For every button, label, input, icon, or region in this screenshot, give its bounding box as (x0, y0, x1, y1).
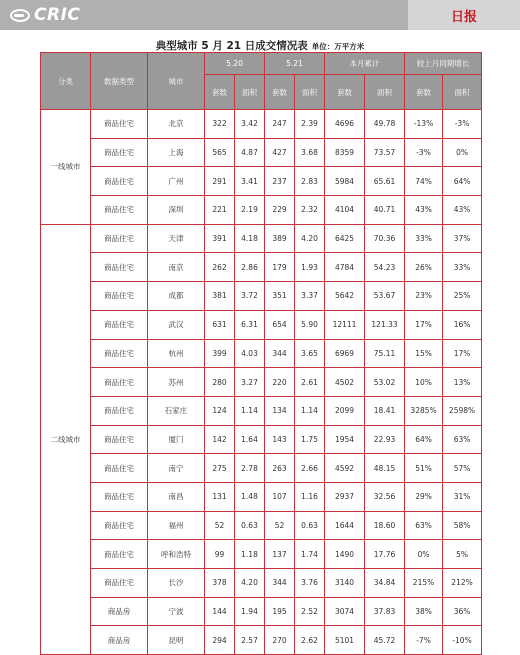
value-cell: 64% (405, 425, 443, 454)
value-cell: 1490 (325, 540, 365, 569)
data-type-cell: 商品住宅 (91, 224, 148, 253)
value-cell: 63% (405, 511, 443, 540)
value-cell: 1.74 (295, 540, 325, 569)
category-cell: 一线城市 (41, 110, 91, 225)
value-cell: 38% (405, 597, 443, 626)
subheader: 套数 (325, 75, 365, 110)
table-row (41, 626, 482, 655)
data-type-cell: 商品住宅 (91, 196, 148, 225)
table-row (41, 224, 482, 253)
header-data-type: 数据类型 (91, 53, 148, 110)
value-cell: 389 (265, 224, 295, 253)
value-cell: 29% (405, 482, 443, 511)
value-cell: 3.41 (235, 167, 265, 196)
value-cell: 54.23 (365, 253, 405, 282)
value-cell: 134 (265, 396, 295, 425)
value-cell: 121.33 (365, 310, 405, 339)
city-cell: 北京 (148, 110, 205, 139)
value-cell: 4.87 (235, 138, 265, 167)
value-cell: 344 (265, 569, 295, 598)
value-cell: 1.94 (235, 597, 265, 626)
value-cell: -13% (405, 110, 443, 139)
value-cell: 37.83 (365, 597, 405, 626)
value-cell: 1.14 (295, 396, 325, 425)
value-cell: -3% (405, 138, 443, 167)
data-type-cell: 商品住宅 (91, 540, 148, 569)
value-cell: 263 (265, 454, 295, 483)
value-cell: 16% (443, 310, 482, 339)
value-cell: 5% (443, 540, 482, 569)
value-cell: 2.39 (295, 110, 325, 139)
value-cell: 654 (265, 310, 295, 339)
value-cell: 57% (443, 454, 482, 483)
data-type-cell: 商品住宅 (91, 569, 148, 598)
value-cell: 212% (443, 569, 482, 598)
value-cell: 3074 (325, 597, 365, 626)
value-cell: 2.32 (295, 196, 325, 225)
city-cell: 石家庄 (148, 396, 205, 425)
value-cell: 1954 (325, 425, 365, 454)
value-cell: 1.14 (235, 396, 265, 425)
value-cell: 49.78 (365, 110, 405, 139)
value-cell: 0.63 (295, 511, 325, 540)
subheader: 套数 (205, 75, 235, 110)
data-type-cell: 商品住宅 (91, 253, 148, 282)
value-cell: 43% (443, 196, 482, 225)
data-type-cell: 商品住宅 (91, 282, 148, 311)
value-cell: 17% (443, 339, 482, 368)
value-cell: 631 (205, 310, 235, 339)
table-row (41, 597, 482, 626)
value-cell: 12111 (325, 310, 365, 339)
value-cell: 143 (265, 425, 295, 454)
value-cell: 33% (405, 224, 443, 253)
value-cell: 33% (443, 253, 482, 282)
value-cell: 220 (265, 368, 295, 397)
value-cell: 17.76 (365, 540, 405, 569)
value-cell: 275 (205, 454, 235, 483)
value-cell: 65.61 (365, 167, 405, 196)
value-cell: 1.64 (235, 425, 265, 454)
value-cell: 2.57 (235, 626, 265, 655)
value-cell: -3% (443, 110, 482, 139)
value-cell: 3.27 (235, 368, 265, 397)
value-cell: 3.42 (235, 110, 265, 139)
value-cell: 40.71 (365, 196, 405, 225)
value-cell: 6.31 (235, 310, 265, 339)
value-cell: 2.52 (295, 597, 325, 626)
data-type-cell: 商品住宅 (91, 167, 148, 196)
value-cell: 142 (205, 425, 235, 454)
value-cell: 427 (265, 138, 295, 167)
value-cell: 5642 (325, 282, 365, 311)
value-cell: 5101 (325, 626, 365, 655)
city-cell: 长沙 (148, 569, 205, 598)
value-cell: 2.61 (295, 368, 325, 397)
table-row (41, 511, 482, 540)
value-cell: 36% (443, 597, 482, 626)
data-type-cell: 商品住宅 (91, 482, 148, 511)
value-cell: 3.76 (295, 569, 325, 598)
value-cell: 229 (265, 196, 295, 225)
value-cell: 2598% (443, 396, 482, 425)
table-body (41, 110, 482, 655)
data-type-cell: 商品住宅 (91, 368, 148, 397)
value-cell: 2.83 (295, 167, 325, 196)
city-cell: 天津 (148, 224, 205, 253)
table-row (41, 425, 482, 454)
cric-logo-icon (10, 9, 30, 22)
value-cell: 381 (205, 282, 235, 311)
value-cell: 52 (265, 511, 295, 540)
table-row (41, 454, 482, 483)
table-row (41, 540, 482, 569)
table-row (41, 396, 482, 425)
value-cell: 351 (265, 282, 295, 311)
header-group: 5.20 (205, 53, 265, 75)
table-title: 典型城市 5 月 21 日成交情况表 (155, 40, 308, 52)
table-row (41, 339, 482, 368)
value-cell: 73.57 (365, 138, 405, 167)
subheader: 套数 (405, 75, 443, 110)
title-row (0, 36, 520, 52)
value-cell: 58% (443, 511, 482, 540)
city-cell: 昆明 (148, 626, 205, 655)
value-cell: 1.75 (295, 425, 325, 454)
value-cell: 18.60 (365, 511, 405, 540)
city-cell: 成都 (148, 282, 205, 311)
value-cell: -7% (405, 626, 443, 655)
value-cell: 10% (405, 368, 443, 397)
value-cell: 344 (265, 339, 295, 368)
value-cell: 144 (205, 597, 235, 626)
data-type-cell: 商品住宅 (91, 454, 148, 483)
value-cell: 4592 (325, 454, 365, 483)
city-cell: 呼和浩特 (148, 540, 205, 569)
header-group: 较上月同期增长 (405, 53, 482, 75)
value-cell: 1.93 (295, 253, 325, 282)
value-cell: 2.62 (295, 626, 325, 655)
city-cell: 杭州 (148, 339, 205, 368)
value-cell: 32.56 (365, 482, 405, 511)
value-cell: 26% (405, 253, 443, 282)
header-group: 本月累计 (325, 53, 405, 75)
value-cell: 565 (205, 138, 235, 167)
value-cell: 179 (265, 253, 295, 282)
value-cell: 2.66 (295, 454, 325, 483)
value-cell: 399 (205, 339, 235, 368)
value-cell: 23% (405, 282, 443, 311)
value-cell: 53.67 (365, 282, 405, 311)
value-cell: 4.20 (295, 224, 325, 253)
value-cell: 63% (443, 425, 482, 454)
value-cell: 322 (205, 110, 235, 139)
value-cell: 25% (443, 282, 482, 311)
value-cell: 64% (443, 167, 482, 196)
value-cell: 3.37 (295, 282, 325, 311)
logo-text: CRIC (34, 5, 81, 25)
value-cell: 53.02 (365, 368, 405, 397)
value-cell: 74% (405, 167, 443, 196)
value-cell: 3.72 (235, 282, 265, 311)
data-type-cell: 商品住宅 (91, 138, 148, 167)
value-cell: 391 (205, 224, 235, 253)
city-cell: 福州 (148, 511, 205, 540)
value-cell: 3285% (405, 396, 443, 425)
data-type-cell: 商品住宅 (91, 396, 148, 425)
value-cell: 6969 (325, 339, 365, 368)
daily-report-label: 日报 (408, 0, 520, 30)
value-cell: 4.03 (235, 339, 265, 368)
value-cell: 291 (205, 167, 235, 196)
value-cell: 51% (405, 454, 443, 483)
city-cell: 南宁 (148, 454, 205, 483)
value-cell: -10% (443, 626, 482, 655)
value-cell: 3.68 (295, 138, 325, 167)
table-row (41, 282, 482, 311)
city-cell: 上海 (148, 138, 205, 167)
top-bar (0, 0, 520, 30)
value-cell: 13% (443, 368, 482, 397)
value-cell: 8359 (325, 138, 365, 167)
value-cell: 2937 (325, 482, 365, 511)
value-cell: 5.90 (295, 310, 325, 339)
value-cell: 99 (205, 540, 235, 569)
value-cell: 2.19 (235, 196, 265, 225)
value-cell: 43% (405, 196, 443, 225)
table-row (41, 138, 482, 167)
value-cell: 221 (205, 196, 235, 225)
value-cell: 137 (265, 540, 295, 569)
value-cell: 124 (205, 396, 235, 425)
value-cell: 247 (265, 110, 295, 139)
value-cell: 4.20 (235, 569, 265, 598)
value-cell: 5984 (325, 167, 365, 196)
value-cell: 237 (265, 167, 295, 196)
city-cell: 深圳 (148, 196, 205, 225)
value-cell: 215% (405, 569, 443, 598)
value-cell: 0% (405, 540, 443, 569)
value-cell: 31% (443, 482, 482, 511)
table-row (41, 569, 482, 598)
value-cell: 1.48 (235, 482, 265, 511)
header-category: 分类 (41, 53, 91, 110)
table-row (41, 110, 482, 139)
value-cell: 270 (265, 626, 295, 655)
value-cell: 45.72 (365, 626, 405, 655)
value-cell: 4784 (325, 253, 365, 282)
value-cell: 22.93 (365, 425, 405, 454)
subheader: 面积 (443, 75, 482, 110)
value-cell: 2.78 (235, 454, 265, 483)
value-cell: 6425 (325, 224, 365, 253)
header-row-groups (41, 53, 482, 75)
value-cell: 131 (205, 482, 235, 511)
header-city: 城市 (148, 53, 205, 110)
value-cell: 2.86 (235, 253, 265, 282)
data-type-cell: 商品住宅 (91, 425, 148, 454)
value-cell: 1644 (325, 511, 365, 540)
subheader: 套数 (265, 75, 295, 110)
value-cell: 4502 (325, 368, 365, 397)
city-cell: 南昌 (148, 482, 205, 511)
subheader: 面积 (295, 75, 325, 110)
data-type-cell: 商品住宅 (91, 339, 148, 368)
category-cell: 二线城市 (41, 224, 91, 654)
city-cell: 广州 (148, 167, 205, 196)
table-row (41, 167, 482, 196)
data-type-cell: 商品住宅 (91, 110, 148, 139)
unit-label: 单位：万平方米 (311, 42, 365, 51)
value-cell: 378 (205, 569, 235, 598)
cric-logo (10, 5, 80, 25)
data-type-cell: 商品住宅 (91, 310, 148, 339)
city-cell: 厦门 (148, 425, 205, 454)
header-group: 5.21 (265, 53, 325, 75)
table-row (41, 310, 482, 339)
city-cell: 苏州 (148, 368, 205, 397)
subheader: 面积 (365, 75, 405, 110)
value-cell: 48.15 (365, 454, 405, 483)
value-cell: 15% (405, 339, 443, 368)
value-cell: 4.18 (235, 224, 265, 253)
value-cell: 280 (205, 368, 235, 397)
table-row (41, 196, 482, 225)
value-cell: 34.84 (365, 569, 405, 598)
value-cell: 0.63 (235, 511, 265, 540)
city-cell: 武汉 (148, 310, 205, 339)
value-cell: 18.41 (365, 396, 405, 425)
data-type-cell: 商品房 (91, 597, 148, 626)
value-cell: 1.16 (295, 482, 325, 511)
table-row (41, 253, 482, 282)
value-cell: 1.18 (235, 540, 265, 569)
subheader: 面积 (235, 75, 265, 110)
table-row (41, 482, 482, 511)
value-cell: 70.36 (365, 224, 405, 253)
value-cell: 75.11 (365, 339, 405, 368)
brand-bar (0, 0, 408, 30)
value-cell: 0% (443, 138, 482, 167)
value-cell: 37% (443, 224, 482, 253)
value-cell: 3.65 (295, 339, 325, 368)
value-cell: 4104 (325, 196, 365, 225)
city-cell: 南京 (148, 253, 205, 282)
value-cell: 262 (205, 253, 235, 282)
value-cell: 294 (205, 626, 235, 655)
value-cell: 107 (265, 482, 295, 511)
value-cell: 4696 (325, 110, 365, 139)
value-cell: 17% (405, 310, 443, 339)
transaction-table (40, 52, 482, 655)
value-cell: 52 (205, 511, 235, 540)
value-cell: 3140 (325, 569, 365, 598)
value-cell: 2099 (325, 396, 365, 425)
data-type-cell: 商品房 (91, 626, 148, 655)
table-row (41, 368, 482, 397)
city-cell: 宁波 (148, 597, 205, 626)
value-cell: 195 (265, 597, 295, 626)
data-type-cell: 商品住宅 (91, 511, 148, 540)
